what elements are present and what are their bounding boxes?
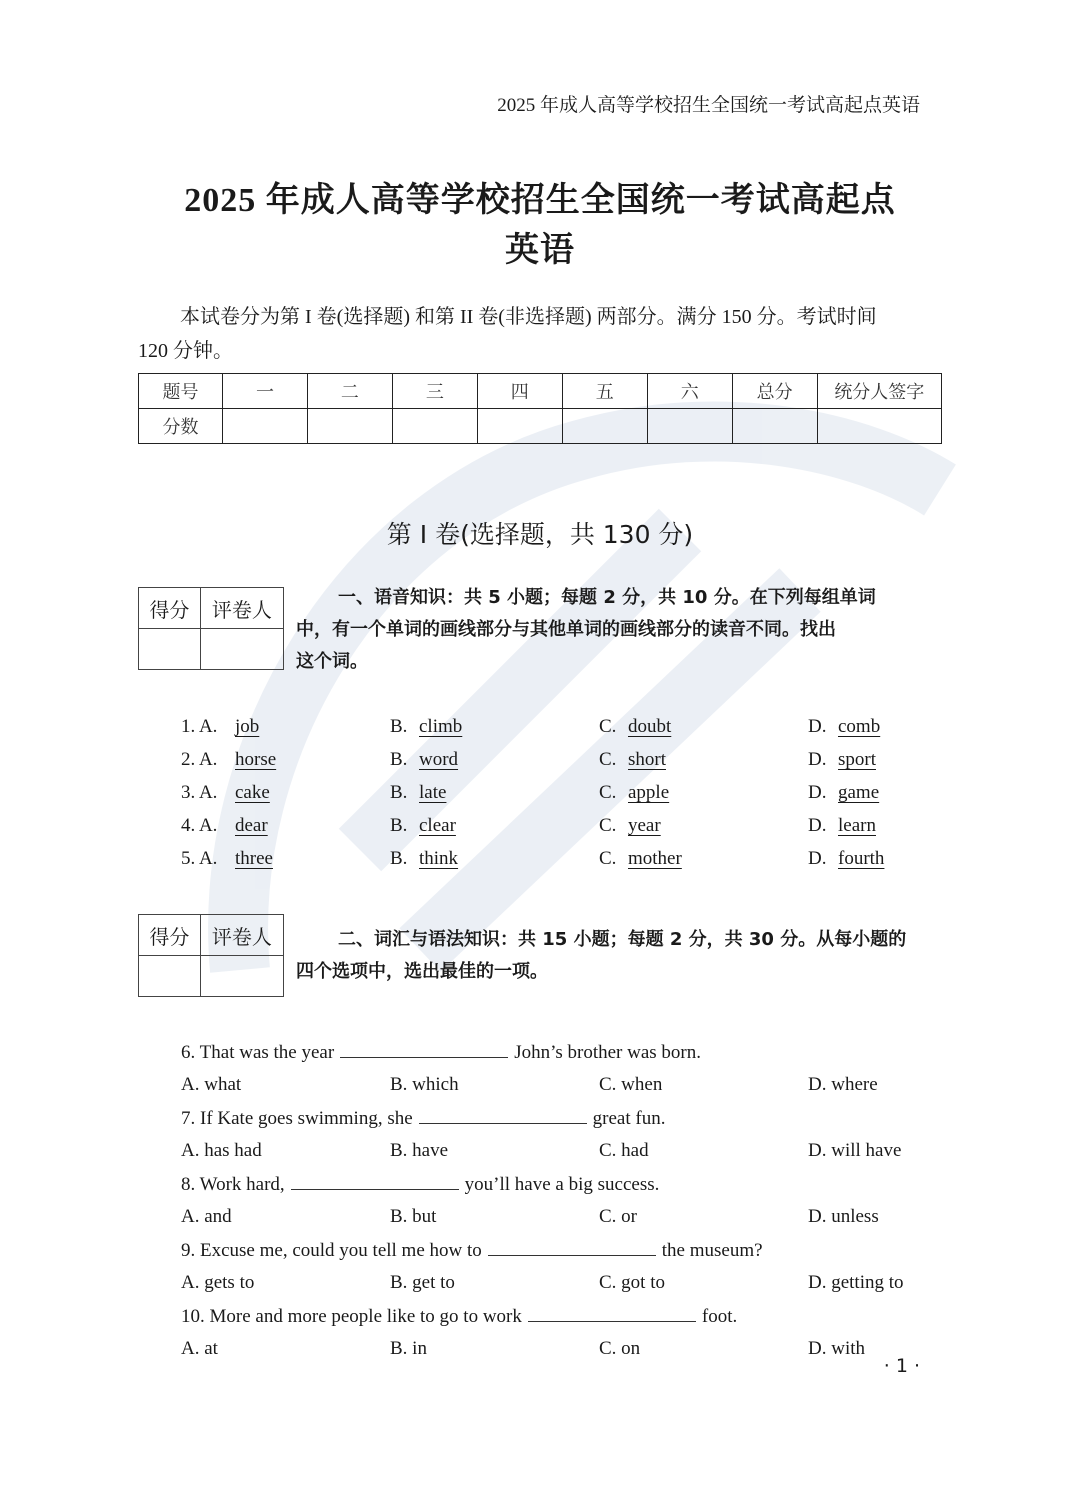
grader-box-2 xyxy=(138,914,284,997)
answer-option[interactable]: C. on xyxy=(599,1338,641,1359)
score-table-cell: 二 xyxy=(307,374,392,409)
part1-heading: 第 I 卷(选择题，共 130 分) xyxy=(386,520,694,549)
question-text: foot. xyxy=(701,1306,738,1327)
grammar-options-row xyxy=(181,1140,941,1173)
answer-option-word[interactable]: horse xyxy=(235,749,277,770)
option-label: 3. A. xyxy=(181,782,218,803)
grammar-options-row xyxy=(181,1206,941,1239)
option-label: C. xyxy=(599,815,617,836)
score-table-cell: 三 xyxy=(392,374,477,409)
option-label: D. xyxy=(808,716,827,737)
section2-line-1: 二、词汇与语法知识：共 15 小题；每题 2 分，共 30 分。从每小题的 xyxy=(338,929,907,950)
section1-line-2: 中，有一个单词的画线部分与其他单词的画线部分的读音不同。找出 xyxy=(296,619,836,640)
option-label: 4. A. xyxy=(181,815,218,836)
answer-blank[interactable] xyxy=(528,1305,696,1322)
answer-option[interactable]: C. got to xyxy=(599,1272,665,1293)
answer-option[interactable]: B. which xyxy=(390,1074,459,1095)
section2-instructions xyxy=(296,924,932,988)
answer-blank[interactable] xyxy=(488,1239,656,1256)
answer-option-word[interactable]: clear xyxy=(419,815,456,836)
grader-label: 评卷人 xyxy=(200,588,283,629)
answer-option[interactable]: B. get to xyxy=(390,1272,455,1293)
option-label: C. xyxy=(599,782,617,803)
option-label: B. xyxy=(390,782,408,803)
grader-entry-cell[interactable] xyxy=(200,956,283,997)
answer-option-word[interactable]: fourth xyxy=(838,848,885,869)
grammar-question-stem xyxy=(181,1041,701,1064)
option-label: 5. A. xyxy=(181,848,218,869)
intro-line-1: 本试卷分为第 I 卷(选择题) 和第 II 卷(非选择题) 两部分。满分 150 分。考试时间 xyxy=(180,306,877,328)
question-text: great fun. xyxy=(592,1108,666,1129)
answer-option-word[interactable]: dear xyxy=(235,815,268,836)
grammar-question-stem xyxy=(181,1305,737,1328)
answer-option-word[interactable]: climb xyxy=(419,716,463,737)
score-table-cell: 题号 xyxy=(139,374,223,409)
answer-option[interactable]: A. what xyxy=(181,1074,242,1095)
option-label: D. xyxy=(808,782,827,803)
question-text: 6. That was the year xyxy=(181,1042,335,1063)
option-label: D. xyxy=(808,749,827,770)
question-text: 10. More and more people like to go to work xyxy=(181,1306,522,1327)
grammar-options-row xyxy=(181,1272,941,1305)
answer-option[interactable]: A. gets to xyxy=(181,1272,255,1293)
option-label: 2. A. xyxy=(181,749,218,770)
answer-option[interactable]: B. in xyxy=(390,1338,427,1359)
answer-option-word[interactable]: three xyxy=(235,848,273,869)
answer-option-word[interactable]: short xyxy=(628,749,666,770)
question-text: John’s brother was born. xyxy=(514,1042,701,1063)
grader-label: 评卷人 xyxy=(200,915,283,956)
section1-line-3: 这个词。 xyxy=(296,651,368,672)
exam-title-line2: 英语 xyxy=(505,232,575,269)
option-label: C. xyxy=(599,848,617,869)
answer-option-word[interactable]: late xyxy=(419,782,447,803)
answer-blank[interactable] xyxy=(419,1107,587,1124)
score-cell[interactable] xyxy=(647,409,732,444)
answer-option-word[interactable]: word xyxy=(419,749,459,770)
grammar-options-row xyxy=(181,1074,941,1107)
answer-option[interactable]: C. when xyxy=(599,1074,663,1095)
answer-option-word[interactable]: mother xyxy=(628,848,682,869)
answer-option[interactable]: A. has had xyxy=(181,1140,262,1161)
option-label: B. xyxy=(390,716,408,737)
question-text: 7. If Kate goes swimming, she xyxy=(181,1108,413,1129)
score-table-score-row xyxy=(139,409,942,444)
score-label: 得分 xyxy=(139,915,201,956)
answer-option[interactable]: B. but xyxy=(390,1206,437,1227)
score-cell[interactable] xyxy=(817,409,941,444)
grammar-question-stem xyxy=(181,1107,665,1130)
score-table-cell: 总分 xyxy=(732,374,817,409)
answer-blank[interactable] xyxy=(340,1041,508,1058)
question-text: you’ll have a big success. xyxy=(464,1174,660,1195)
section1-instructions xyxy=(296,582,932,678)
grammar-question-stem xyxy=(181,1239,763,1262)
score-cell[interactable] xyxy=(477,409,562,444)
answer-blank[interactable] xyxy=(291,1173,459,1190)
answer-option[interactable]: C. had xyxy=(599,1140,649,1161)
score-cell[interactable] xyxy=(392,409,477,444)
answer-option-word[interactable]: learn xyxy=(838,815,876,836)
phonetics-question-row xyxy=(181,815,941,848)
score-table-cell: 一 xyxy=(222,374,307,409)
question-text: 8. Work hard, xyxy=(181,1174,285,1195)
answer-option-word[interactable]: doubt xyxy=(628,716,672,737)
answer-option-word[interactable]: game xyxy=(838,782,880,803)
section2-line-2: 四个选项中，选出最佳的一项。 xyxy=(296,961,548,982)
option-label: D. xyxy=(808,848,827,869)
grammar-question-stem xyxy=(181,1173,659,1196)
grader-box-1 xyxy=(138,587,284,670)
grader-entry-cell[interactable] xyxy=(200,629,283,670)
option-label: B. xyxy=(390,848,408,869)
grammar-options-row xyxy=(181,1338,941,1371)
score-table-cell: 六 xyxy=(647,374,732,409)
answer-option-word[interactable]: cake xyxy=(235,782,270,803)
answer-option-word[interactable]: apple xyxy=(628,782,670,803)
score-cell[interactable] xyxy=(732,409,817,444)
answer-option[interactable]: D. with xyxy=(808,1338,865,1359)
answer-option-word[interactable]: year xyxy=(628,815,661,836)
answer-option[interactable]: A. and xyxy=(181,1206,232,1227)
answer-option[interactable]: A. at xyxy=(181,1338,218,1359)
answer-option[interactable]: D. will have xyxy=(808,1140,902,1161)
option-label: C. xyxy=(599,716,617,737)
score-table-cell: 五 xyxy=(562,374,647,409)
score-cell[interactable] xyxy=(562,409,647,444)
score-entry-cell[interactable] xyxy=(139,956,201,997)
phonetics-question-row xyxy=(181,716,941,749)
page-number: · 1 · xyxy=(883,1355,920,1377)
question-text: 9. Excuse me, could you tell me how to xyxy=(181,1240,482,1261)
running-header: 2025 年成人高等学校招生全国统一考试高起点英语 xyxy=(497,95,920,116)
phonetics-question-row xyxy=(181,782,941,815)
intro-line-2: 120 分钟。 xyxy=(138,340,233,362)
phonetics-question-row xyxy=(181,749,941,782)
answer-option[interactable]: D. getting to xyxy=(808,1272,904,1293)
answer-option[interactable]: D. unless xyxy=(808,1206,879,1227)
score-table-header-row xyxy=(139,374,942,409)
score-entry-cell[interactable] xyxy=(139,629,201,670)
option-label: 1. A. xyxy=(181,716,218,737)
answer-option-word[interactable]: sport xyxy=(838,749,876,770)
answer-option-word[interactable]: think xyxy=(419,848,459,869)
question-text: the museum? xyxy=(661,1240,763,1261)
section1-line-1: 一、语音知识：共 5 小题；每题 2 分，共 10 分。在下列每组单词 xyxy=(338,587,876,608)
option-label: D. xyxy=(808,815,827,836)
score-table xyxy=(138,373,942,444)
option-label: B. xyxy=(390,815,408,836)
score-table-cell: 四 xyxy=(477,374,562,409)
answer-option[interactable]: C. or xyxy=(599,1206,637,1227)
phonetics-question-row xyxy=(181,848,941,881)
score-table-cell: 统分人签字 xyxy=(817,374,941,409)
option-label: C. xyxy=(599,749,617,770)
intro-text xyxy=(138,300,948,368)
option-label: B. xyxy=(390,749,408,770)
exam-title-line1: 2025 年成人高等学校招生全国统一考试高起点 xyxy=(184,182,896,219)
answer-option-word[interactable]: comb xyxy=(838,716,881,737)
answer-option[interactable]: D. where xyxy=(808,1074,878,1095)
score-cell[interactable] xyxy=(222,409,307,444)
answer-option-word[interactable]: job xyxy=(235,716,260,737)
score-label: 得分 xyxy=(139,588,201,629)
answer-option[interactable]: B. have xyxy=(390,1140,449,1161)
score-cell[interactable] xyxy=(307,409,392,444)
score-table-row-label: 分数 xyxy=(139,409,223,444)
